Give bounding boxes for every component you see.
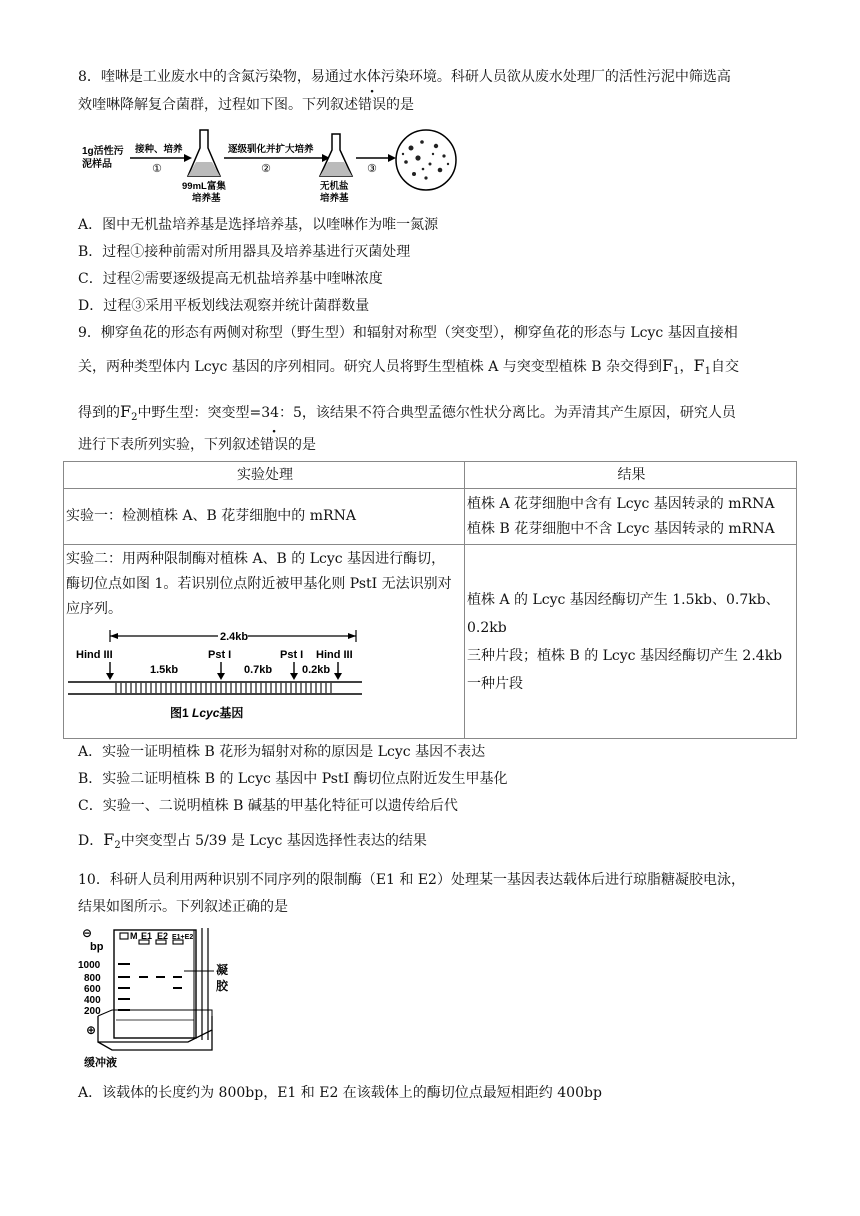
site-hind3-right: Hind III [316,649,353,661]
table-row1-treatment: 实验一：检测植株 A、B 花芽细胞中的 mRNA [64,489,465,545]
step1-num: ① [152,163,162,175]
q8-option-b: B．过程①接种前需对所用器具及培养基进行灭菌处理 [78,244,411,260]
q10-line1: 10．科研人员利用两种识别不同序列的限制酶（E1 和 E2）处理某一基因表达载体后进行琼脂糖凝胶电泳， [78,872,745,888]
segment-0-2kb: 0.2kb [302,664,331,676]
q8-option-c: C．过程②需要逐级提高无机盐培养基中喹啉浓度 [78,271,383,287]
lane-label-m: M [130,931,138,941]
table-header-treatment: 实验处理 [64,462,465,489]
gel-label-2: 胶 [216,979,229,993]
emphasis-mark: 错误 [260,437,288,453]
step2-num: ② [261,163,271,175]
flask2-label-2: 培养基 [320,193,349,204]
table-row2-result: 植株 A 的 Lcyc 基因经酶切产生 1.5kb、0.7kb、0.2kb 三种片段；植株 B 的 Lcyc 基因经酶切产生 2.4kb 一种片段 [465,545,797,739]
site-pst1-right: Pst I [280,649,304,661]
q9-option-d: D．$F_2$中突变型占 5/39 是 Lcyc 基因选择性表达的结果 [78,830,427,851]
q10-option-a: A．该载体的长度约为 800bp，E1 和 E2 在该载体上的酶切位点最短相距约 400bp [78,1085,602,1101]
step3-num: ③ [367,163,377,175]
table-row2-treatment: 实验二：用两种限制酶对植株 A、B 的 Lcyc 基因进行酶切， 酶切位点如图 1。若识别位点附近被甲基化则 PstI 无法识别对 应序列。 2.4kb Hind III Pst I Pst I Hind III 1.5kb 0.7kb 0.2kb 图1 Lcyc基因 [64,545,465,739]
negative-electrode-icon: ⊖ [82,926,93,940]
site-pst1-left: Pst I [208,649,232,661]
lane-label-e1e2: E1+E2 [172,934,194,941]
ladder-1000: 1000 [78,960,101,971]
ladder-800: 800 [84,973,101,984]
q8-stem-line2: 效喹啉降解复合菌群，过程如下图。下列叙述错误的是 [78,97,414,113]
q9-option-b: B．实验二证明植株 B 的 Lcyc 基因中 PstI 酶切位点附近发生甲基化 [78,771,508,787]
q10-line2: 结果如图所示。下列叙述正确的是 [78,899,288,915]
flask-icon [320,134,352,176]
table-header-result: 结果 [465,462,797,489]
segment-1-5kb: 1.5kb [150,664,179,676]
lane-label-e2: E2 [157,931,169,941]
q9-option-a: A．实验一证明植株 B 花形为辐射对称的原因是 Lcyc 基因不表达 [78,744,486,760]
sample-label-2: 泥样品 [82,159,112,170]
q8-stem-line1: 8．喹啉是工业废水中的含氮污染物，易通过水体污染环境。科研人员欲从废水处理厂的活性污泥中筛选高 [78,69,731,85]
q9-line2: 关，两种类型体内 Lcyc 基因的序列相同。研究人员将野生型植株 A 与突变型植株 B 杂交得到$F_1$，$F_1$自交 [78,356,739,377]
sample-label-1: 1g活性污 [82,146,124,157]
ladder-200: 200 [84,1006,101,1017]
step1-label: 接种、培养 [135,144,183,155]
q9-option-c: C．实验一、二说明植株 B 碱基的甲基化特征可以遗传给后代 [78,798,458,814]
emphasis-mark: 错误 [358,97,386,113]
q9-line1: 9．柳穿鱼花的形态有两侧对称型（野生型）和辐射对称型（突变型），柳穿鱼花的形态与 Lcyc 基因直接相 [78,325,738,341]
flask1-label-2: 培养基 [192,193,221,204]
flask2-label-1: 无机盐 [320,181,349,192]
q9-line4: 进行下表所列实验，下列叙述错误的是 [78,437,316,453]
segment-0-7kb: 0.7kb [244,664,273,676]
q8-process-figure [78,122,468,206]
buffer-label: 缓冲液 [84,1057,117,1069]
flask-icon [188,130,220,176]
q8-option-d: D．过程③采用平板划线法观察并统计菌群数量 [78,298,370,314]
petri-dish-icon [396,130,456,190]
lane-label-e1: E1 [141,931,153,941]
figure1-caption: 图1 Lcyc基因 [170,706,244,720]
q9-line3: 得到的$F_2$中野生型：突变型=34：5，该结果不符合典型孟德尔性状分离比。为弄清其产生原因，研究人员 [78,402,736,423]
step2-label: 逐级驯化并扩大培养 [228,144,314,155]
lcyc-gene-figure [66,628,366,728]
site-hind3-left: Hind III [76,649,113,661]
experiment-table [63,461,797,739]
gel-electrophoresis-figure [76,924,229,1070]
flask1-label-1: 99mL富集 [182,181,226,192]
q8-option-a: A．图中无机盐培养基是选择培养基，以喹啉作为唯一氮源 [78,217,439,233]
bp-label: bp [90,941,104,953]
table-row1-result: 植株 A 花芽细胞中含有 Lcyc 基因转录的 mRNA 植株 B 花芽细胞中不含 Lcyc 基因转录的 mRNA [465,489,797,545]
total-length-label: 2.4kb [220,631,249,643]
ladder-600: 600 [84,984,101,995]
ladder-400: 400 [84,995,101,1006]
gel-label-1: 凝 [216,963,229,977]
positive-electrode-icon: ⊕ [86,1023,97,1037]
